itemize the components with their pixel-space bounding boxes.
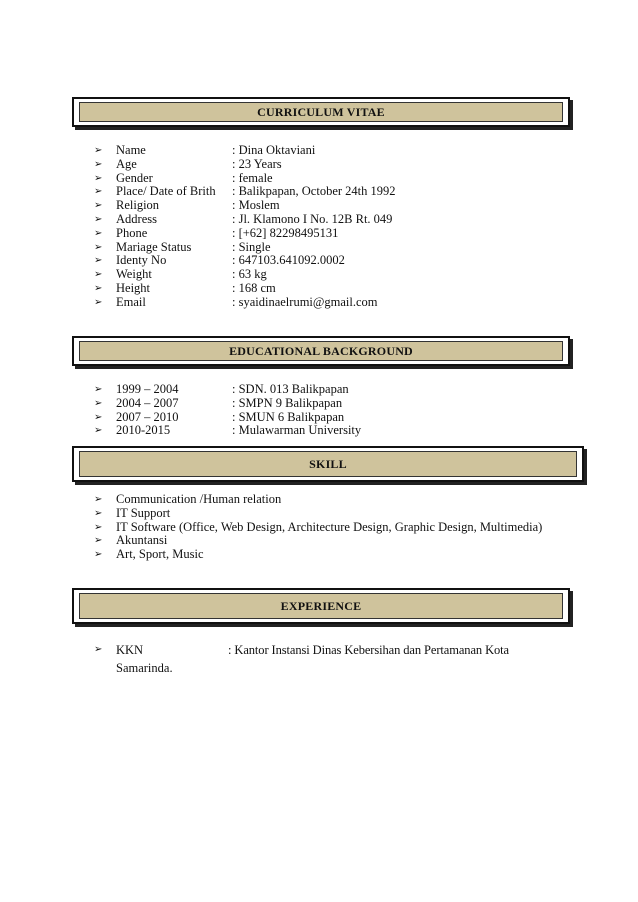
detail-value: : 647103.641092.0002: [232, 253, 345, 268]
experience-title-banner: [72, 588, 570, 624]
arrow-bullet-icon: ➢: [94, 425, 103, 437]
experience-title: EXPERIENCE: [280, 599, 362, 613]
list-item: [94, 172, 396, 186]
arrow-bullet-icon: ➢: [94, 521, 103, 533]
list-item: [94, 144, 396, 158]
education-years: 2010-2015: [116, 423, 171, 438]
education-title-band: [79, 341, 563, 361]
arrow-bullet-icon: ➢: [94, 644, 103, 655]
detail-value: : female: [232, 170, 273, 185]
cv-title: CURRICULUM VITAE: [257, 104, 385, 119]
personal-details-list: [94, 144, 396, 310]
detail-label: Identy No: [116, 253, 167, 268]
detail-label: Address: [116, 211, 157, 226]
experience-entry: [94, 641, 534, 677]
detail-label: Email: [116, 294, 146, 309]
skill-title-banner: [72, 446, 584, 482]
skill-text: Art, Sport, Music: [116, 547, 204, 562]
detail-label: Place/ Date of Brith: [116, 184, 216, 199]
experience-row: [94, 641, 534, 659]
arrow-bullet-icon: ➢: [94, 186, 103, 198]
skill-text: IT Support: [116, 505, 171, 520]
detail-value: : 168 cm: [232, 280, 276, 295]
list-item: [94, 185, 396, 199]
detail-value: : Jl. Klamono I No. 12B Rt. 049: [232, 211, 393, 226]
arrow-bullet-icon: ➢: [94, 507, 103, 519]
arrow-bullet-icon: ➢: [94, 384, 103, 395]
list-item: [94, 158, 396, 172]
email-link[interactable]: : syaidinaelrumi@gmail.com: [232, 294, 378, 309]
detail-value: : Single: [232, 239, 271, 254]
arrow-bullet-icon: ➢: [94, 241, 103, 253]
cv-title-banner: [72, 97, 570, 127]
list-item: [94, 534, 542, 548]
list-item: [94, 213, 396, 227]
education-title: EDUCATIONAL BACKGROUND: [229, 343, 413, 358]
arrow-bullet-icon: ➢: [94, 227, 103, 239]
list-item: [94, 397, 361, 411]
education-list: [94, 383, 361, 438]
skill-title-band: [79, 451, 577, 477]
arrow-bullet-icon: ➢: [94, 145, 103, 156]
education-years: 2007 – 2010: [116, 409, 179, 424]
education-years: 2004 – 2007: [116, 395, 179, 410]
education-school: : Mulawarman University: [232, 423, 362, 438]
experience-continuation: Samarinda.: [116, 661, 173, 675]
arrow-bullet-icon: ➢: [94, 158, 103, 170]
education-years: 1999 – 2004: [116, 382, 179, 396]
skill-text: Akuntansi: [116, 533, 168, 548]
detail-value: : Moslem: [232, 198, 280, 213]
education-title-banner: [72, 336, 570, 366]
list-item: [94, 548, 542, 562]
arrow-bullet-icon: ➢: [94, 269, 103, 281]
experience-label: KKN: [116, 643, 144, 657]
detail-label: Weight: [116, 267, 152, 282]
list-item: [94, 383, 361, 397]
list-item: [94, 521, 542, 535]
arrow-bullet-icon: ➢: [94, 282, 103, 294]
list-item: [94, 296, 396, 310]
skill-title: SKILL: [309, 457, 347, 471]
arrow-bullet-icon: ➢: [94, 172, 103, 184]
list-item: [94, 254, 396, 268]
detail-label: Name: [116, 143, 146, 157]
detail-value: : Dina Oktaviani: [232, 143, 316, 157]
detail-value: : 23 Years: [232, 156, 282, 171]
arrow-bullet-icon: ➢: [94, 549, 103, 561]
skill-text: Communication /Human relation: [116, 492, 282, 506]
skill-text: IT Software (Office, Web Design, Architecture Design, Graphic Design, Multimedia): [116, 519, 543, 534]
detail-value: : [+62] 82298495131: [232, 225, 339, 240]
detail-label: Age: [116, 156, 137, 171]
arrow-bullet-icon: ➢: [94, 296, 103, 308]
list-item: [94, 411, 361, 425]
detail-label: Mariage Status: [116, 239, 192, 254]
skills-list: [94, 493, 542, 562]
cv-title-band: [79, 102, 563, 122]
arrow-bullet-icon: ➢: [94, 200, 103, 212]
list-item: [94, 493, 542, 507]
arrow-bullet-icon: ➢: [94, 535, 103, 547]
education-school: : SMPN 9 Balikpapan: [232, 395, 343, 410]
list-item: [94, 199, 396, 213]
experience-title-band: [79, 593, 563, 619]
education-school: : SDN. 013 Balikpapan: [232, 382, 349, 396]
list-item: [94, 268, 396, 282]
arrow-bullet-icon: ➢: [94, 213, 103, 225]
education-school: : SMUN 6 Balikpapan: [232, 409, 345, 424]
detail-label: Phone: [116, 225, 148, 240]
detail-value: : Balikpapan, October 24th 1992: [232, 184, 396, 199]
list-item: [94, 227, 396, 241]
list-item: [94, 507, 542, 521]
list-item: [94, 282, 396, 296]
detail-value: : 63 kg: [232, 267, 267, 282]
detail-label: Religion: [116, 198, 160, 213]
arrow-bullet-icon: ➢: [94, 494, 103, 505]
detail-label: Height: [116, 280, 151, 295]
arrow-bullet-icon: ➢: [94, 397, 103, 409]
arrow-bullet-icon: ➢: [94, 255, 103, 267]
experience-value: : Kantor Instansi Dinas Kebersihan dan Pertamanan Kota: [228, 643, 509, 657]
arrow-bullet-icon: ➢: [94, 411, 103, 423]
list-item: [94, 241, 396, 255]
detail-label: Gender: [116, 170, 153, 185]
list-item: [94, 424, 361, 438]
